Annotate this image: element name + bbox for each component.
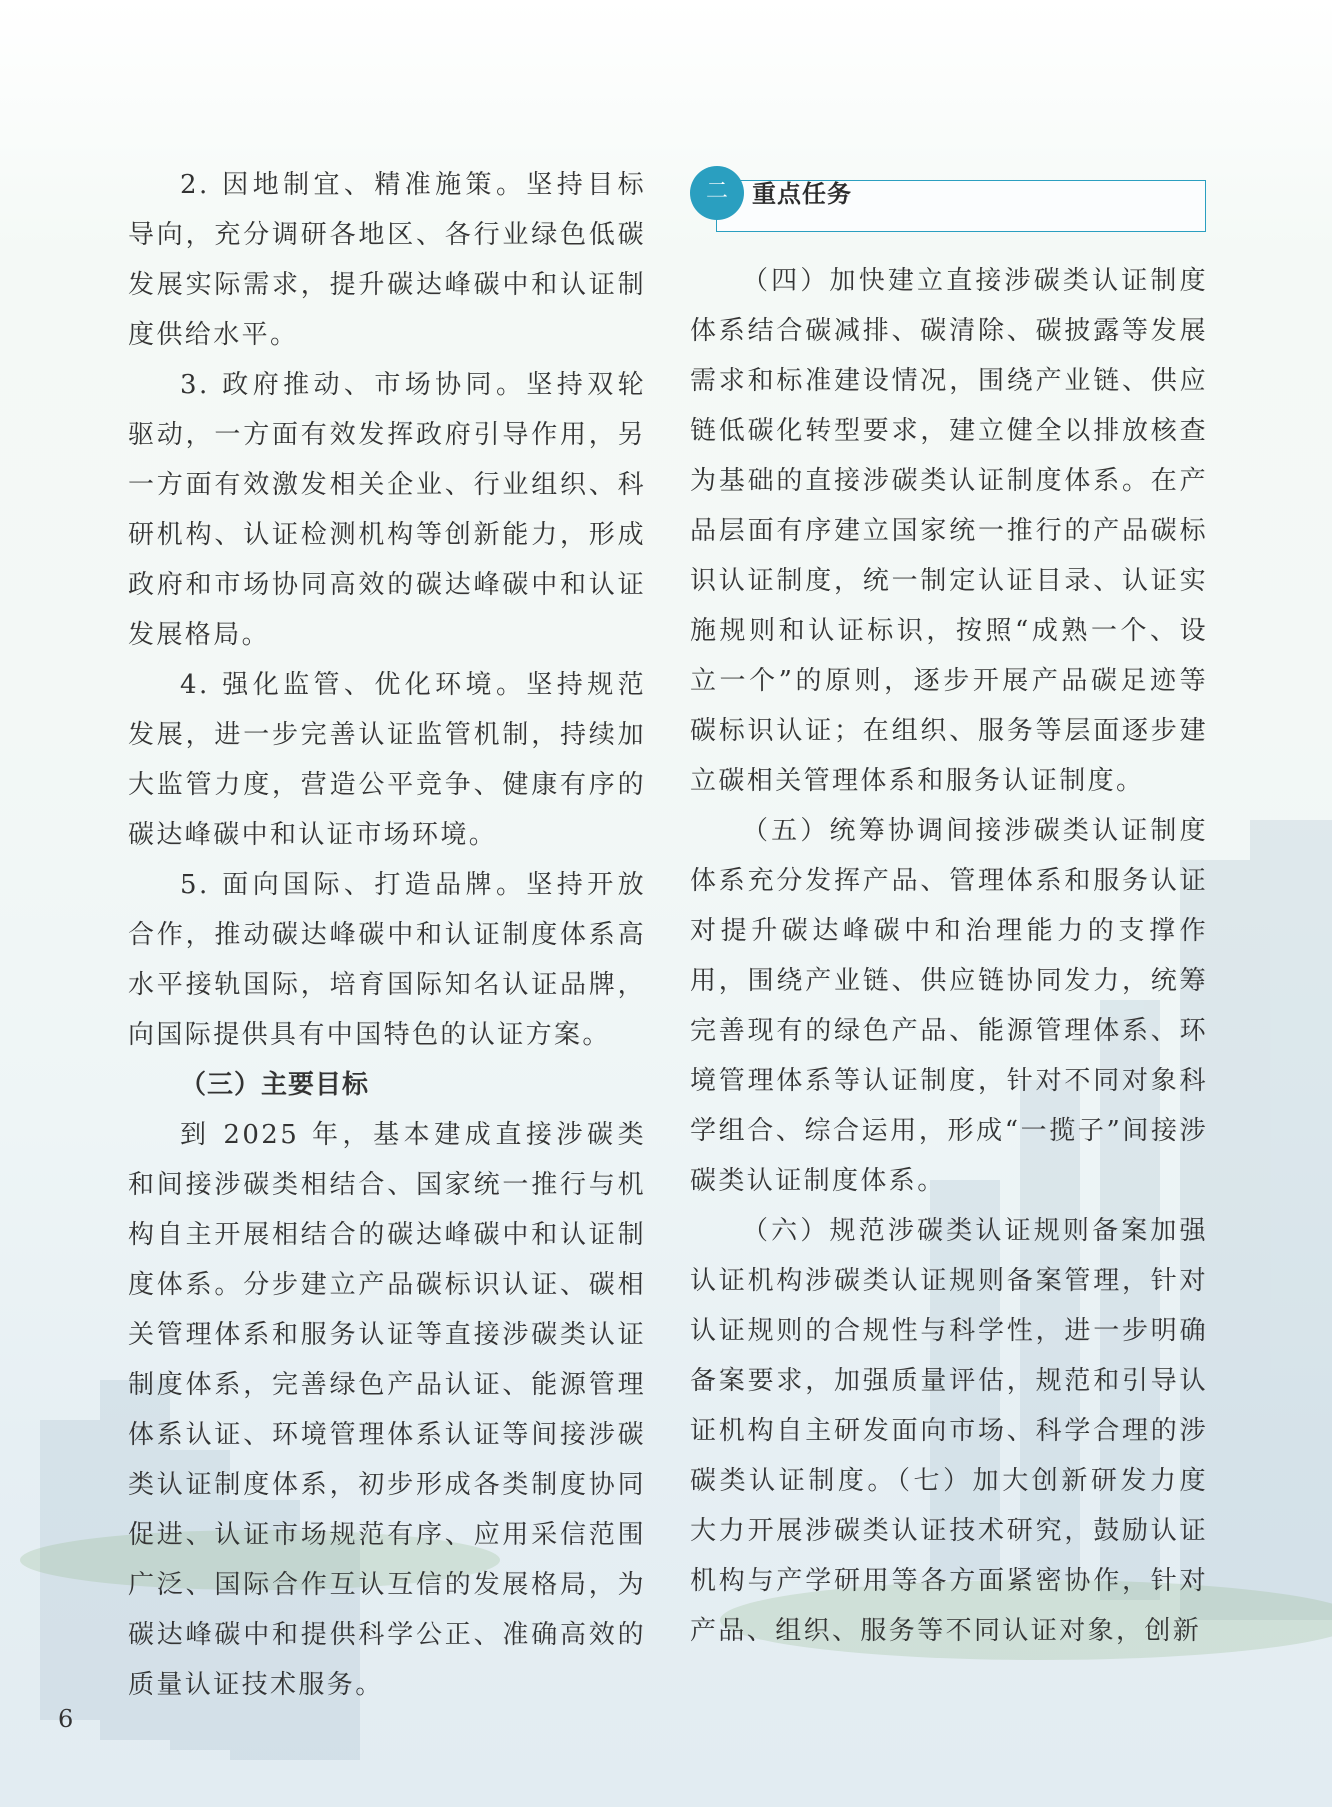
task-4-paragraph: （四）加快建立直接涉碳类认证制度体系结合碳减排、碳清除、碳披露等发展需求和标准建设情况，围绕产业链、供应链低碳化转型要求，建立健全以排放核查为基础的直接涉碳类认证制度体系。在产品层面有序建立国家统一推行的产品碳标识认证制度，统一制定认证目录、认证实施规则和认证标识，按照“成熟一个、设立一个”的原则，逐步开展产品碳足迹等碳标识认证；在组织、服务等层面逐步建立碳相关管理体系和服务认证制度。 — [690, 266, 1208, 796]
task-6-7-paragraph: （六）规范涉碳类认证规则备案加强认证机构涉碳类认证规则备案管理，针对认证规则的合规性与科学性，进一步明确备案要求，加强质量评估，规范和引导认证机构自主研发面向市场、科学合理的涉碳类认证制度。（七）加大创新研发力度大力开展涉碳类认证技术研究，鼓励认证机构与产学研用等各方面紧密协作，针对产品、组织、服务等不同认证对象，创新 — [690, 1216, 1208, 1646]
section-number-badge: 二 — [690, 166, 744, 220]
right-column — [690, 256, 1208, 1656]
section-heading — [690, 160, 1208, 236]
section-title: 重点任务 — [752, 180, 852, 208]
main-goals-paragraph: 到 2025 年，基本建成直接涉碳类和间接涉碳类相结合、国家统一推行与机构自主开展相结合的碳达峰碳中和认证制度体系。分步建立产品碳标识认证、碳相关管理体系和服务认证等直接涉碳类认证制度体系，完善绿色产品认证、能源管理体系认证、环境管理体系认证等间接涉碳类认证制度体系，初步形成各类制度协同促进、认证市场规范有序、应用采信范围广泛、国际合作互认互信的发展格局，为碳达峰碳中和提供科学公正、准确高效的质量认证技术服务。 — [128, 1120, 646, 1700]
principle-3-paragraph: 3. 政府推动、市场协同。坚持双轮驱动，一方面有效发挥政府引导作用，另一方面有效激发相关企业、行业组织、科研机构、认证检测机构等创新能力，形成政府和市场协同高效的碳达峰碳中和认证发展格局。 — [128, 370, 646, 650]
principle-5-paragraph: 5. 面向国际、打造品牌。坚持开放合作，推动碳达峰碳中和认证制度体系高水平接轨国际，培育国际知名认证品牌，向国际提供具有中国特色的认证方案。 — [128, 870, 646, 1050]
principle-2-paragraph: 2. 因地制宜、精准施策。坚持目标导向，充分调研各地区、各行业绿色低碳发展实际需求，提升碳达峰碳中和认证制度供给水平。 — [128, 170, 646, 350]
page-number: 6 — [58, 1705, 74, 1733]
left-column — [128, 160, 646, 1710]
main-goals-heading: （三）主要目标 — [180, 1070, 370, 1100]
principle-4-paragraph: 4. 强化监管、优化环境。坚持规范发展，进一步完善认证监管机制，持续加大监管力度，营造公平竞争、健康有序的碳达峰碳中和认证市场环境。 — [128, 670, 646, 850]
task-5-paragraph: （五）统筹协调间接涉碳类认证制度体系充分发挥产品、管理体系和服务认证对提升碳达峰碳中和治理能力的支撑作用，围绕产业链、供应链协同发力，统筹完善现有的绿色产品、能源管理体系、环境管理体系等认证制度，针对不同对象科学组合、综合运用，形成“一揽子”间接涉碳类认证制度体系。 — [690, 816, 1208, 1196]
